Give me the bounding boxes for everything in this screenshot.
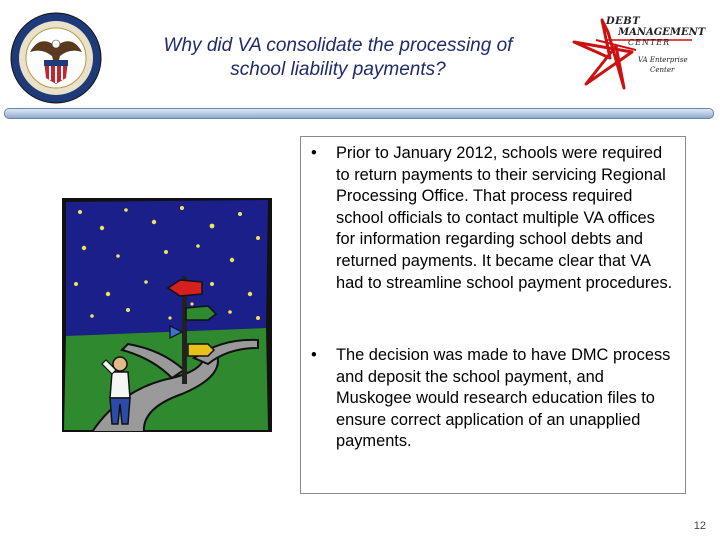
header-divider: [4, 108, 714, 119]
slide-title: [118, 34, 558, 82]
logo-line-debt: DEBT: [606, 16, 641, 27]
logo-line-va-enterprise: VA Enterprise: [638, 56, 688, 64]
bullet-marker: •: [311, 346, 317, 364]
logo-line-center: CENTER: [628, 38, 671, 47]
page-number: 12: [693, 520, 706, 532]
logo-line-va-center: Center: [650, 66, 675, 74]
logo-line-management: MANAGEMENT: [618, 27, 706, 38]
bullet-text-box: [300, 136, 686, 494]
crossroads-illustration: [62, 198, 272, 432]
bullet-text: The decision was made to have DMC process and deposit the school payment, and Muskogee would research education files to ensure correct application of an unapplied payments.: [336, 346, 671, 451]
bullet-marker: •: [311, 144, 317, 162]
va-seal-icon: [10, 12, 102, 104]
dmc-logo: [566, 12, 706, 92]
bullet-text: Prior to January 2012, schools were required to return payments to their servicing Regional Processing Office. That process required school officials to contact multiple VA offices for information regarding school debts and returned payments. It became clear that VA had to streamline school payment procedures.: [336, 144, 673, 292]
slide-title-line-2: school liability payments?: [230, 59, 446, 80]
slide-title-line-1: Why did VA consolidate the processing of: [163, 35, 513, 56]
